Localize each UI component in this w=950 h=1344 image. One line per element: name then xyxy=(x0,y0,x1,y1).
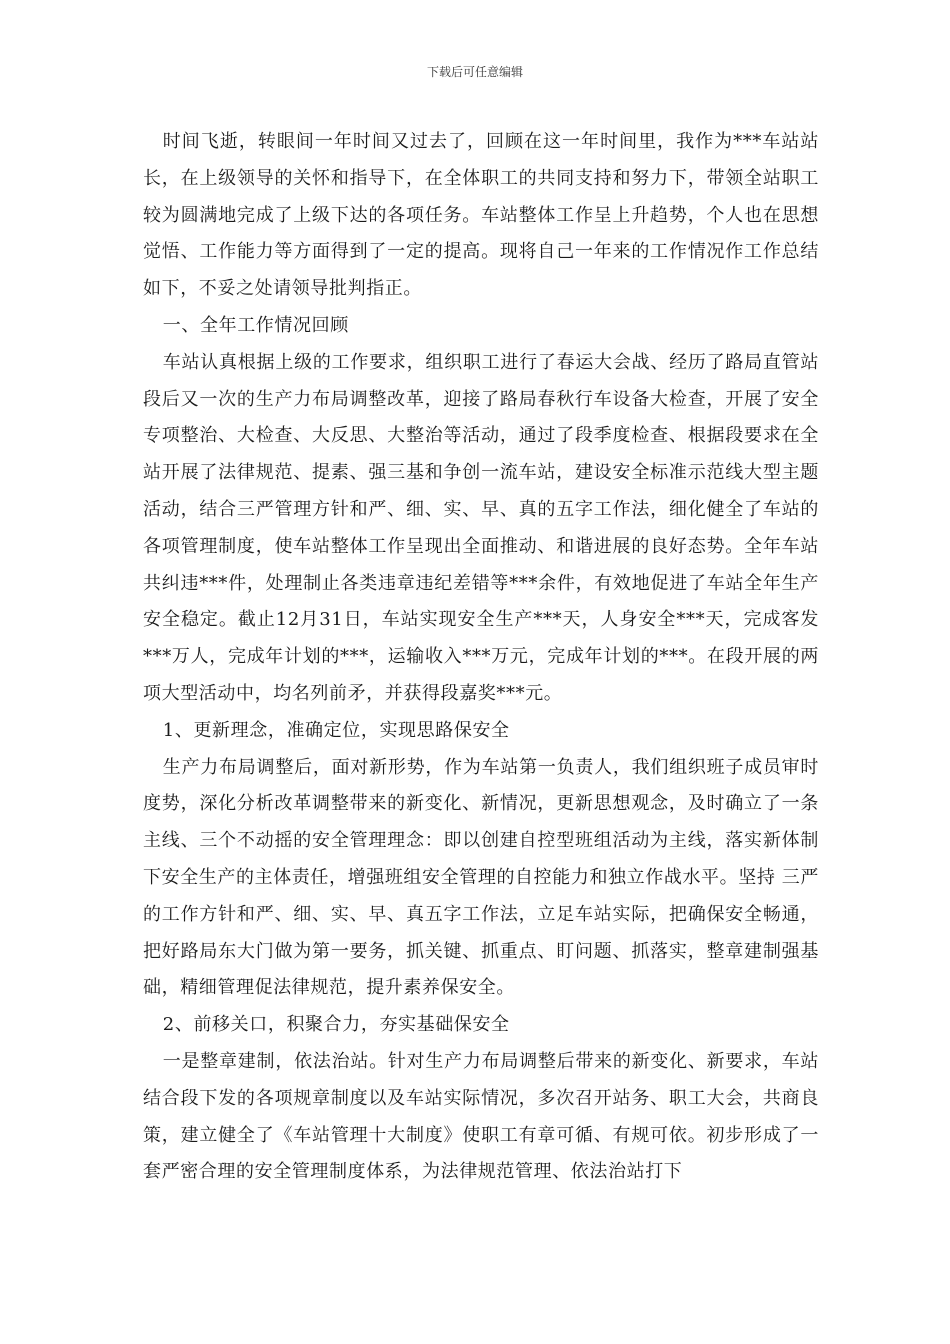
document-body xyxy=(143,124,819,1191)
page-header: 下载后可任意编辑 xyxy=(426,65,523,79)
intro-paragraph: 时间飞逝，转眼间一年时间又过去了，回顾在这一年时间里，我作为***车站站长，在上级领导的关怀和指导下，在全体职工的共同支持和努力下，带领全站职工较为圆满地完成了上级下达的各项任务。车站整体工作呈上升趋势，个人也在思想觉悟、工作能力等方面得到了一定的提高。现将自己一年来的工作情况作工作总结如下，不妥之处请领导批判指正。 xyxy=(143,131,819,300)
subheading-1: 1、更新理念，准确定位，实现思路保安全 xyxy=(162,719,510,741)
section-heading-review: 一、全年工作情况回顾 xyxy=(162,314,349,336)
subsection-2-paragraph: 一是整章建制，依法治站。针对生产力布局调整后带来的新变化、新要求，车站结合段下发的各项规章制度以及车站实际情况，多次召开站务、职工大会，共商良策，建立健全了《车站管理十大制度》使职工有章可循、有规可依。初步形成了一套严密合理的安全管理制度体系，为法律规范管理、依法治站打下 xyxy=(143,1050,819,1183)
subheading-2: 2、前移关口，积聚合力，夯实基础保安全 xyxy=(162,1014,510,1036)
review-paragraph: 车站认真根据上级的工作要求，组织职工进行了春运大会战、经历了路局直管站段后又一次的生产力布局调整改革，迎接了路局春秋行车设备大检查，开展了安全专项整治、大检查、大反思、大整治等活动，通过了段季度检查、根据段要求在全站开展了法律规范、提素、强三基和争创一流车站，建设安全标准示范线大型主题活动，结合三严管理方针和严、细、实、早、真的五字工作法，细化健全了车站的各项管理制度，使车站整体工作呈现出全面推动、和谐进展的良好态势。全年车站共纠违***件，处理制止各类违章违纪差错等***余件，有效地促进了车站全年生产安全稳定。截止12月31日，车站实现安全生产***天，人身安全***天，完成客发***万人，完成年计划的***，运输收入***万元，完成年计划的***。在段开展的两项大型活动中，均名列前矛，并获得段嘉奖***元。 xyxy=(143,351,819,704)
subsection-1-paragraph: 生产力布局调整后，面对新形势，作为车站第一负责人，我们组织班子成员审时度势，深化分析改革调整带来的新变化、新情况，更新思想观念，及时确立了一条主线、三个不动摇的安全管理理念：即以创建自控型班组活动为主线，落实新体制下安全生产的主体责任，增强班组安全管理的自控能力和独立作战水平。坚持 三严的工作方针和严、细、实、早、真五字工作法，立足车站实际，把确保安全畅通，把好路局东大门做为第一要务，抓关键、抓重点、盯问题、抓落实，整章建制强基础，精细管理促法律规范，提升素养保安全。 xyxy=(143,756,819,999)
